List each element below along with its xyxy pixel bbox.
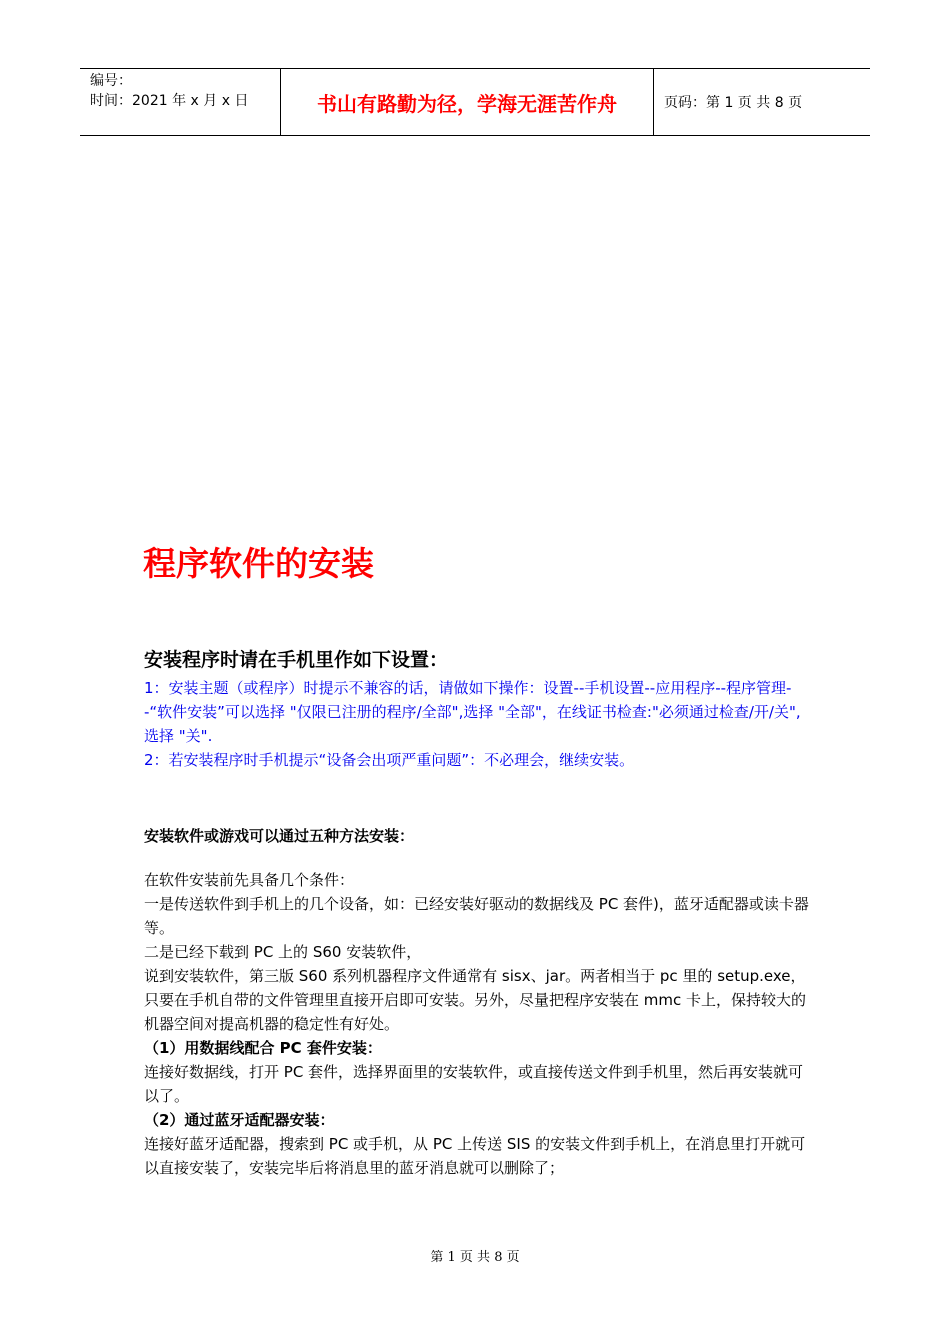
document-body — [144, 644, 810, 1180]
settings-item-1: 1：安装主题（或程序）时提示不兼容的话，请做如下操作：设置--手机设置--应用程序--程序管理--“软件安装”可以选择 "仅限已注册的程序/全部",选择 "全部"，在线证书检查:"必须通过检查/开/关",选择 "关". — [144, 679, 801, 745]
methods-heading: 安装软件或游戏可以通过五种方法安装： — [144, 827, 415, 845]
header-table — [80, 68, 870, 136]
method-1-title: （1）用数据线配合 PC 套件安装： — [144, 1039, 382, 1057]
document-title: 程序软件的安装 — [143, 544, 374, 583]
settings-item-2: 2：若安装程序时手机提示“设备会出项严重问题”：不必理会，继续安装。 — [144, 751, 635, 769]
page-footer: 第 1 页 共 8 页 — [430, 1250, 520, 1265]
header-motto: 书山有路勤为径，学海无涯苦作舟 — [281, 69, 654, 135]
paragraph-condition-1: 一是传送软件到手机上的几个设备，如：已经安装好驱动的数据线及 PC 套件)，蓝牙适配器或读卡器等。 — [144, 895, 809, 937]
header-meta — [80, 69, 281, 135]
method-2-text: 连接好蓝牙适配器，搜索到 PC 或手机，从 PC 上传送 SIS 的安装文件到手机上，在消息里打开就可以直接安装了，安装完毕后将消息里的蓝牙消息就可以删除了； — [144, 1135, 806, 1177]
header-page-info: 页码：第 1 页 共 8 页 — [664, 95, 803, 111]
settings-heading: 安装程序时请在手机里作如下设置： — [144, 649, 449, 671]
paragraph-condition-2: 二是已经下载到 PC 上的 S60 安装软件， — [144, 943, 422, 961]
method-1-text: 连接好数据线，打开 PC 套件，选择界面里的安装软件，或直接传送文件到手机里，然后再安装就可以了。 — [144, 1063, 804, 1105]
number-label: 编号： — [90, 73, 132, 89]
method-2-title: （2）通过蓝牙适配器安装： — [144, 1111, 335, 1129]
paragraph-conditions: 在软件安装前先具备几个条件： — [144, 871, 355, 889]
paragraph-file-types: 说到安装软件，第三版 S60 系列机器程序文件通常有 sisx、jar。两者相当于 pc 里的 setup.exe，只要在手机自带的文件管理里直接开启即可安装。另外，尽量把程序安装在 mmc 卡上，保持较大的机器空间对提高机器的稳定性有好处。 — [144, 967, 807, 1033]
time-label: 时间：2021 年 x 月 x 日 — [90, 93, 249, 109]
